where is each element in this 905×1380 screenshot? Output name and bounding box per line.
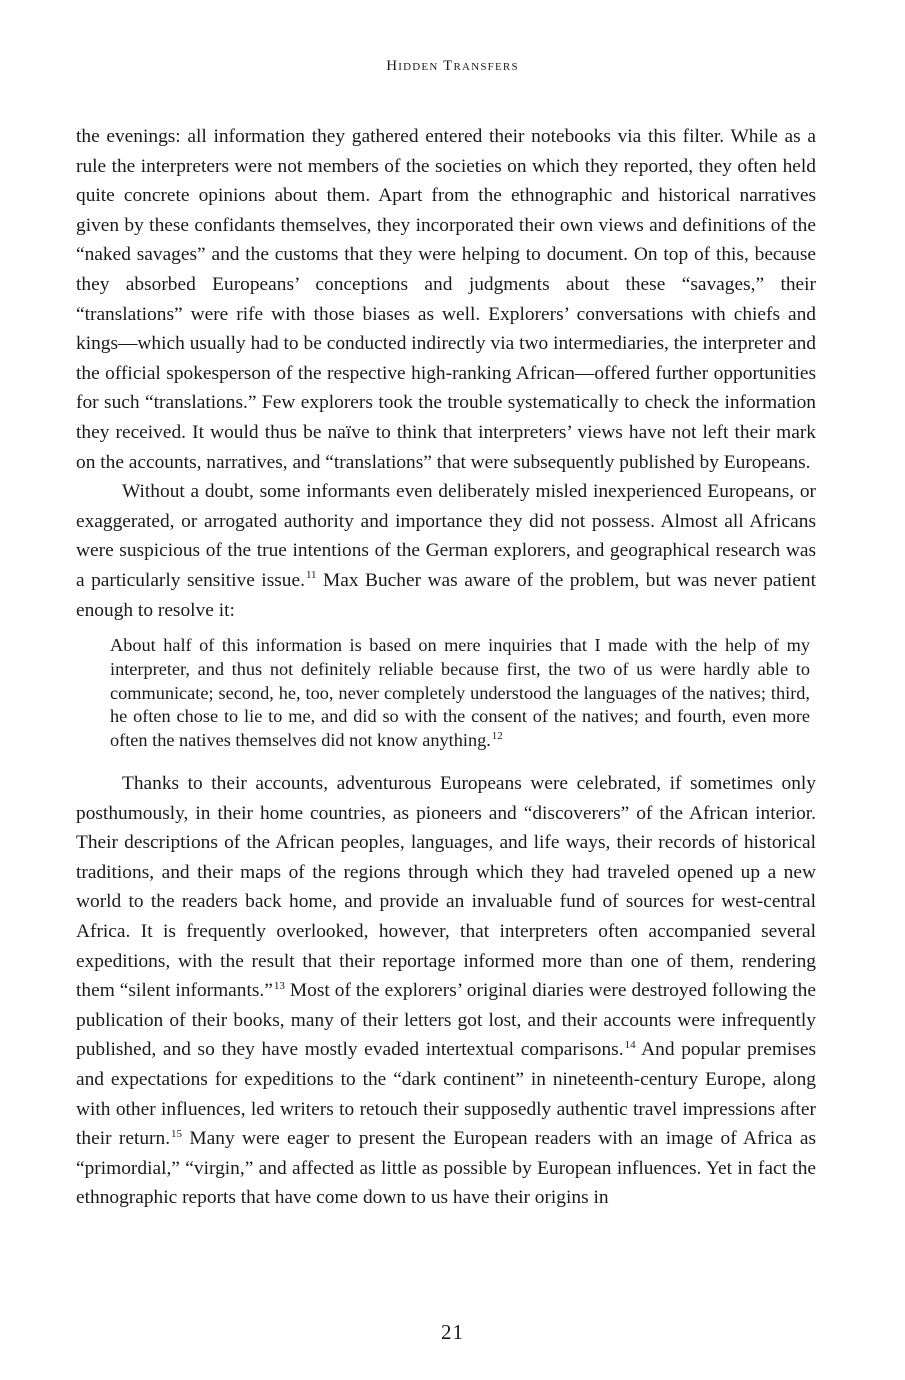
footnote-marker: 12 <box>491 730 503 743</box>
paragraph-text: Most of the explorers’ original diaries were destroyed following the publication of their books, many of their letters got lost, and their accounts were infrequently published, and so they have mostly evaded intertextual comparisons. <box>76 980 816 1061</box>
body-text <box>76 122 816 1213</box>
footnote-marker: 13 <box>273 979 285 992</box>
paragraph-informants <box>76 477 816 625</box>
paragraph-text: Max Bucher was aware of the problem, but was never patient enough to resolve it: <box>76 569 816 621</box>
page-number: 21 <box>441 1320 464 1344</box>
paragraph-accounts <box>76 769 816 1213</box>
paragraph-text: Without a doubt, some informants even deliberately misled inexperienced Europeans, or exaggerated, or arrogated authority and importance they did not possess. Almost all Africans were suspicious of the true intentions of the German explorers, and geographical research was a particularly sensitive issue. <box>76 481 816 591</box>
footnote-marker: 11 <box>305 569 317 582</box>
paragraph-text: And popular premises and expectations for expeditions to the “dark continent” in nineteenth-century Europe, along with other influences, led writers to retouch their supposedly authentic travel impressions after their return. <box>76 1039 817 1150</box>
paragraph-text: Many were eager to present the European readers with an image of Africa as “primordial,” “virgin,” and affected as little as possible by European influences. Yet in fact the ethnographic reports that have come down to us have their origins in <box>76 1128 816 1209</box>
paragraph-continued: the evenings: all information they gathered entered their notebooks via this filter. While as a rule the interpreters were not members of the societies on which they reported, they often held quite concrete opinions about them. Apart from the ethnographic and historical narratives given by these confidants themselves, they incorporated their own views and definitions of the “naked savages” and the customs that they were helping to document. On top of this, because they absorbed Europeans’ conceptions and judgments about these “savages,” their “translations” were rife with those biases as well. Explorers’ conversations with chiefs and kings—which usually had to be conducted indirectly via two intermediaries, the interpreter and the official spokesperson of the respective high-ranking African—offered further opportunities for such “translations.” Few explorers took the trouble systematically to check the information they received. It would thus be naïve to think that interpreters’ views have not left their mark on the accounts, narratives, and “translations” that were subsequently published by Europeans. <box>76 126 816 473</box>
quote-text: About half of this information is based on mere inquiries that I made with the help of my interpreter, and thus not definitely reliable because first, the two of us were hardly able to communicate; second, he, too, never completely understood the languages of the natives; third, he often chose to lie to me, and did so with the consent of the natives; and fourth, even more often the natives themselves did not know anything. <box>110 635 810 751</box>
footnote-marker: 14 <box>624 1038 636 1051</box>
running-head: Hidden Transfers <box>386 58 519 74</box>
footnote-marker: 15 <box>171 1127 183 1140</box>
block-quote <box>110 634 810 753</box>
paragraph-text: Thanks to their accounts, adventurous Europeans were celebrated, if sometimes only posthumously, in their home countries, as pioneers and “discoverers” of the African interior. Their descriptions of the African peoples, languages, and life ways, their records of historical traditions, and their maps of the regions through which they had traveled opened up a new world to the readers back home, and provide an invaluable fund of sources for west-central Africa. It is frequently overlooked, however, that interpreters often accompanied several expeditions, with the result that their reportage informed more than one of them, rendering them “silent informants.” <box>76 773 816 1002</box>
